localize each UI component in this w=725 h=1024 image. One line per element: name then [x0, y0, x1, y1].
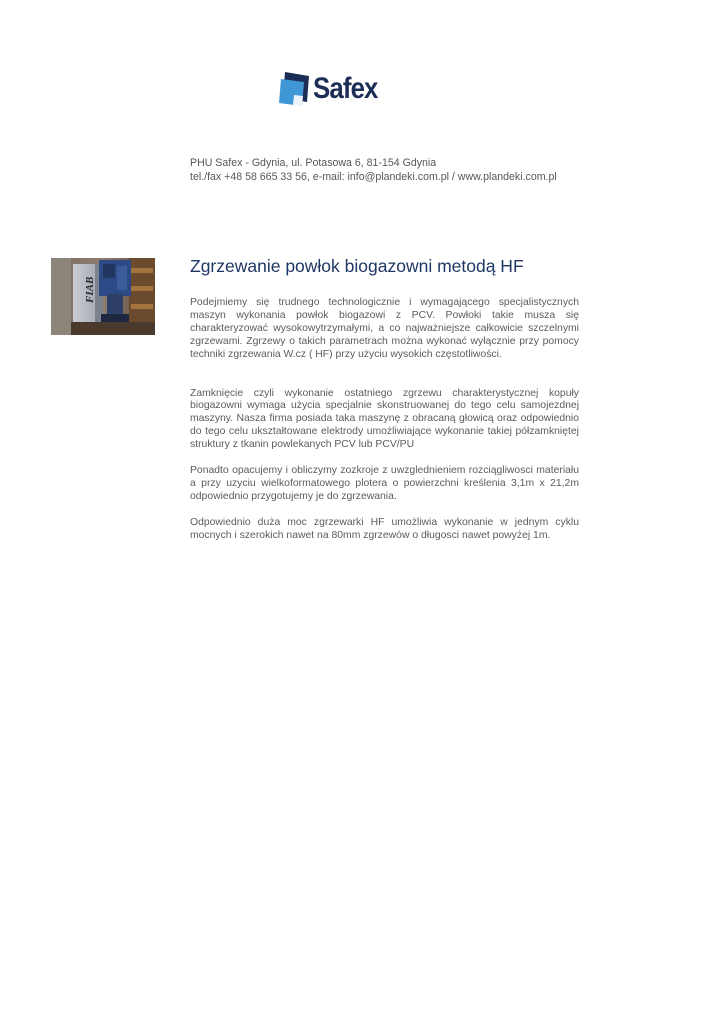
article-paragraph: Odpowiednio duża moc zgrzewarki HF umożliwia wykonanie w jednym cyklu mocnych i szerokich nawet na 80mm zgrzewów o długosci nawet powyżej 1m. [190, 516, 579, 541]
machine-brand-label: FIAB [84, 276, 96, 303]
logo-wordmark: Safex [313, 72, 378, 105]
company-contact [190, 156, 610, 184]
company-address: PHU Safex - Gdynia, ul. Potasowa 6, 81-154 Gdynia [190, 157, 437, 169]
safex-logo-icon [279, 72, 309, 106]
article-paragraph: Podejmiemy się trudnego technologicznie i wymagającego specjalistycznych maszyn wykonania powłok biogazowi z PCV. Powłoki takie musza się charakteryzować wysokowytrzymałymi, a co najważniejsze całkowicie szczelnymi zgrzewami. Zgrzewy o takich parametrach można wykonać wyłącznie przy pomocy techniki zgrzewania W.cz ( HF) przy użyciu wysokich częstotliwości. [190, 297, 579, 360]
company-phone-email: tel./fax +48 58 665 33 56, e-mail: info@plandeki.com.pl / www.plandeki.com.pl [190, 171, 557, 183]
safex-logo [279, 70, 379, 108]
article-title: Zgrzewanie powłok biogazowni metodą HF [190, 256, 524, 276]
article-paragraph: Ponadto opacujemy i obliczymy zozkroje z uwzglednieniem rozciągliwosci materiału a przy uzyciu wielkoformatowego plotera o powierzchni kreślenia 3,1m x 21,2m odpowiednio przygotujemy je do zgrzewania. [190, 465, 579, 502]
article-paragraph: Zamknięcie czyli wykonanie ostatniego zgrzewu charakterystycznej kopuły biogazowni wymaga użycia specjalnie skonstruowanej do tego celu samojezdnej maszyny. Nasza firma posiada taka maszynę z obracaną głowicą oraz odpowiednio do tego celu ukształtowane elektrody umożliwiające wykonanie takiej półzamkniętej struktury z tkanin powlekanych PCV lub PCV/PU [190, 387, 579, 451]
article-body [190, 297, 579, 543]
hf-welding-machine-photo [51, 258, 155, 335]
machine-photo-graphic [51, 258, 155, 335]
